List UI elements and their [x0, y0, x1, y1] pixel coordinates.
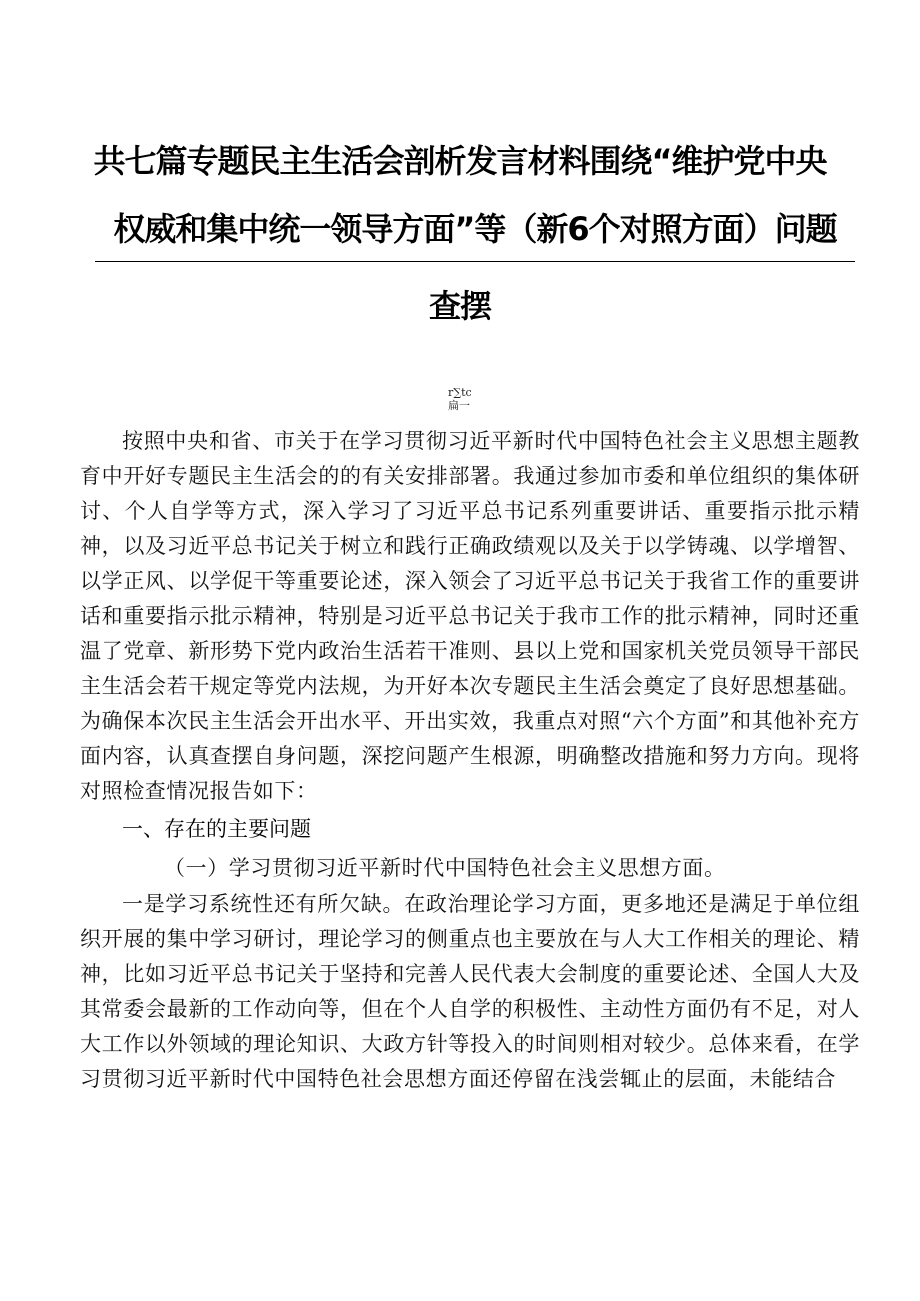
title-line-3: 查摆: [428, 287, 491, 325]
intro-paragraph: 按照中央和省、市关于在学习贯彻习近平新时代中国特色社会主义思想主题教育中开好专题民主生活会的的有关安排部署。我通过参加市委和单位组织的集体研讨、个人自学等方式，深入学习了习近平总书记系列重要讲话、重要指示批示精神，以及习近平总书记关于树立和践行正确政绩观以及关于以学铸魂、以学增智、以学正风、以学促干等重要论述，深入领会了习近平总书记关于我省工作的重要讲话和重要指示批示精神，特别是习近平总书记关于我市工作的批示精神，同时还重温了党章、新形势下党内政治生活若干准则、县以上党和国家机关党员领导干部民主生活会若干规定等党内法规，为开好本次专题民主生活会奠定了良好思想基础。为确保本次民主生活会开出水平、开出实效，我重点对照“六个方面”和其他补充方面内容，认真查摆自身问题，深挖问题产生根源，明确整改措施和努力方向。现将对照检查情况报告如下：: [80, 429, 860, 803]
document-body: [80, 424, 860, 1132]
title-line-1: 共七篇专题民主生活会剖析发言材料围绕“维护党中央: [93, 142, 827, 180]
stamp-mark-line-2: 扁一: [448, 399, 470, 412]
document-title: [0, 125, 920, 342]
stamp-mark-line-1: r∑tc: [448, 386, 472, 399]
title-line-2: 权威和集中统一领导方面”等（新6个对照方面）问题: [95, 197, 855, 262]
problem-paragraph: 一是学习系统性还有所欠缺。在政治理论学习方面，更多地还是满足于单位组织开展的集中学习研讨，理论学习的侧重点也主要放在与人大工作相关的理论、精神，比如习近平总书记关于坚持和完善人民代表大会制度的重要论述、全国人大及其常委会最新的工作动向等，但在个人自学的积极性、主动性方面仍有不足，对人大工作以外领域的理论知识、大政方针等投入的时间则相对较少。总体来看，在学习贯彻习近平新时代中国特色社会思想方面还停留在浅尝辄止的层面，未能结合: [80, 892, 860, 1091]
section-heading: 一、存在的主要问题: [122, 817, 311, 841]
stamp-mark: [448, 386, 472, 412]
subsection-heading: （一）学习贯彻习近平新时代中国特色社会主义思想方面。: [164, 856, 726, 880]
